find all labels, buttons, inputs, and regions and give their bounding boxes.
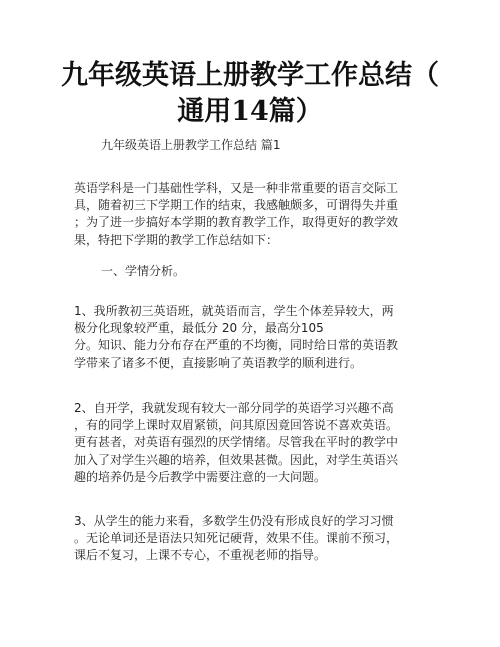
- text-line: 趣的培养仍是今后教学中需要注意的一大问题。: [74, 469, 327, 484]
- text-line: 课后不复习，上课不专心，不重视老师的指导。: [74, 548, 327, 563]
- text-line: 加入了对学生兴趣的培养，但效果甚微。因此，对学生英语兴: [74, 452, 399, 467]
- text-line: 果，特把下学期的教学工作总结如下：: [74, 232, 279, 247]
- text-line: 具，随着初三下学期工作的结束，我感触颇多，可谓得失并重: [74, 198, 399, 213]
- section-heading: 一、学情分析。: [101, 264, 186, 278]
- text-line: 极分化现象较严重，最低分 20 分，最高分105: [74, 321, 324, 336]
- text-line: 英语学科是一门基础性学科，又是一种非常重要的语言交际工: [74, 181, 399, 195]
- text-line: 分。知识、能力分布存在严重的不均衡，同时给日常的英语教: [74, 338, 399, 353]
- text-line: 更有甚者，对英语有强烈的厌学情绪。尽管我在平时的教学中: [74, 435, 399, 450]
- text-line: 。无论单词还是语法只知死记硬背，效果不佳。课前不预习，: [74, 531, 399, 546]
- title-line: 通用14篇）: [177, 96, 323, 127]
- point-2-paragraph: [74, 400, 434, 486]
- text-line: ；为了进一步搞好本学期的教育教学工作，取得更好的教学效: [74, 215, 399, 230]
- text-line: 2、自开学，我就发现有较大一部分同学的英语学习兴趣不高: [74, 401, 394, 415]
- intro-paragraph: [74, 180, 434, 249]
- title-line: 九年级英语上册教学工作总结（: [61, 60, 439, 91]
- text-line: 学带来了诸多不便，直接影响了英语教学的顺利进行。: [74, 355, 363, 370]
- text-line: 3、从学生的能力来看，多数学生仍没有形成良好的学习习惯: [74, 514, 394, 528]
- text-line: ，有的同学上课时双眉紧锁，问其原因竟回答说不喜欢英语。: [74, 418, 399, 433]
- point-3-paragraph: [74, 513, 434, 565]
- text-line: 1、我所教初三英语班，就英语而言，学生个体差异较大，两: [74, 304, 394, 318]
- point-1-paragraph: [74, 303, 434, 372]
- section-subtitle: 九年级英语上册教学工作总结 篇1: [101, 138, 281, 152]
- document-title: [40, 58, 460, 130]
